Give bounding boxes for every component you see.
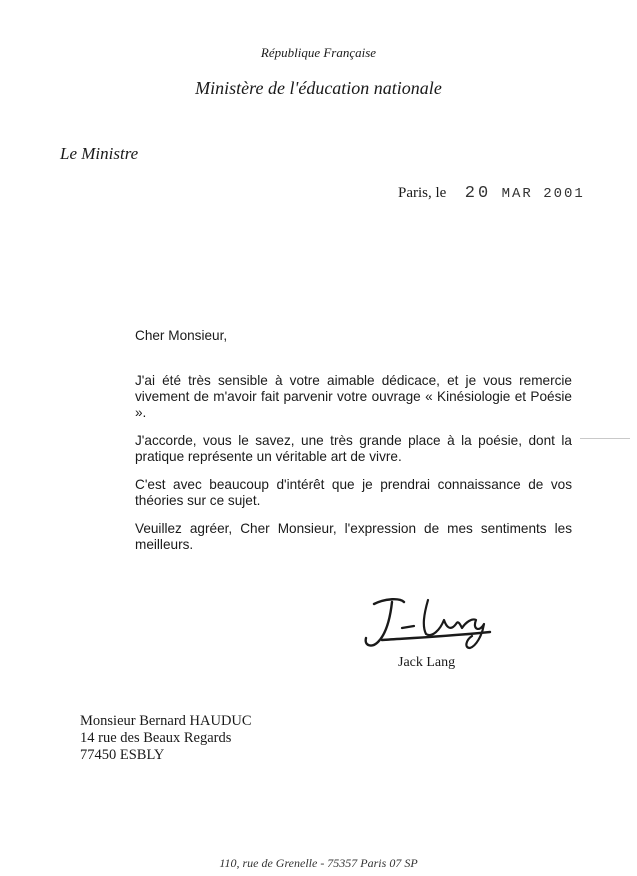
recipient-address — [80, 713, 252, 764]
paragraph-3: C'est avec beaucoup d'intérêt que je prendrai connaissance de vos théories sur ce sujet. — [135, 477, 572, 508]
paragraph-1: J'ai été très sensible à votre aimable dédicace, et je vous remercie vivement de m'avoir fait parvenir votre ouvrage « Kinésiologie et Poésie ». — [135, 373, 572, 420]
recipient-street: 14 rue des Beaux Regards — [80, 730, 232, 746]
sender-title: Le Ministre — [60, 144, 139, 163]
recipient-city: 77450 ESBLY — [80, 747, 165, 763]
date-stamp — [465, 186, 585, 202]
signer-name: Jack Lang — [398, 655, 456, 670]
letterhead-republique: République Française — [260, 45, 377, 60]
footer-address: 110, rue de Grenelle - 75357 Paris 07 SP — [219, 856, 418, 870]
paragraph-4: Veuillez agréer, Cher Monsieur, l'expression de mes sentiments les meilleurs. — [135, 521, 572, 552]
handwritten-signature — [352, 590, 502, 660]
scan-artifact-line — [580, 438, 630, 439]
date-place: Paris, le — [398, 185, 447, 201]
letterhead-ministere: Ministère de l'éducation nationale — [195, 78, 442, 98]
recipient-name: Monsieur Bernard HAUDUC — [80, 713, 252, 729]
date-stamp-day: 20 — [464, 184, 492, 203]
date-stamp-month-year: MAR 2001 — [501, 186, 585, 202]
salutation: Cher Monsieur, — [135, 328, 228, 343]
paragraph-2: J'accorde, vous le savez, une très grande place à la poésie, dont la pratique représente un véritable art de vivre. — [135, 433, 572, 464]
dateline — [398, 184, 585, 203]
